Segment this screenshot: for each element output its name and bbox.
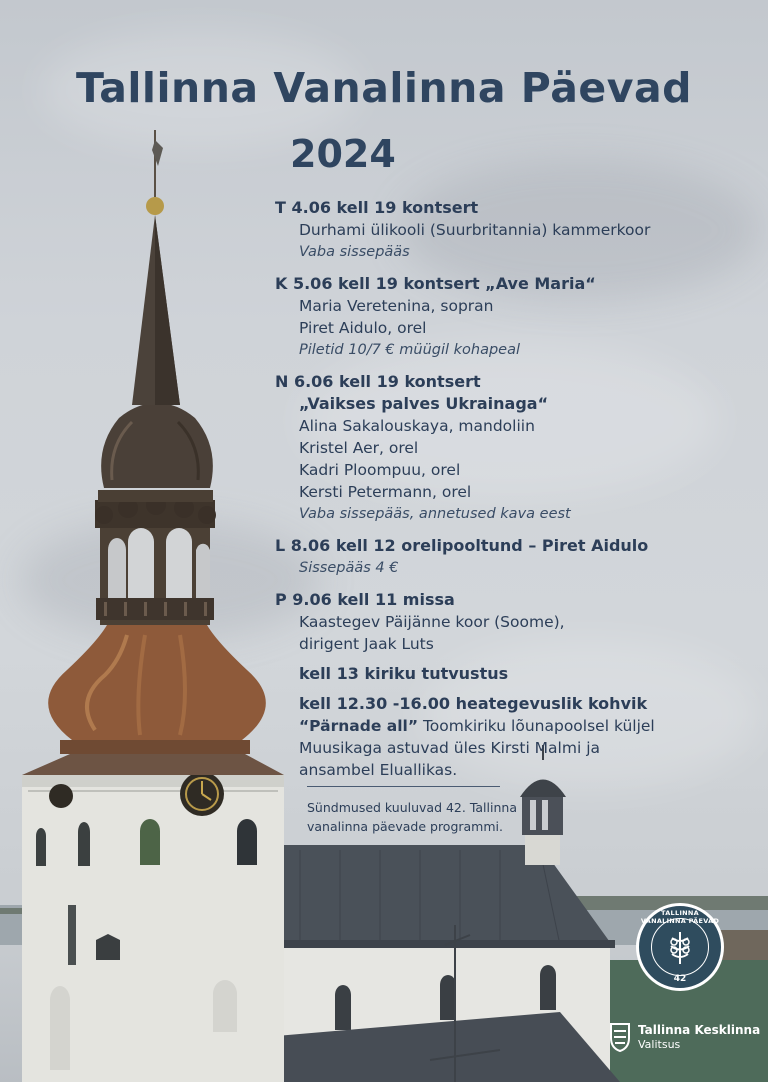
event-4 <box>275 535 745 579</box>
event-detail: Kristel Aer, orel <box>299 439 419 457</box>
event-note: Vaba sissepääs <box>299 244 410 260</box>
event-5 <box>275 589 745 655</box>
event-detail: Kaastegev Päijänne koor (Soome), <box>299 613 565 631</box>
event-detail: Kadri Ploompuu, orel <box>299 461 461 479</box>
poster-year: 2024 <box>290 132 396 176</box>
event-detail: Maria Veretenina, sopran <box>299 297 494 315</box>
event-tour <box>275 663 745 685</box>
seal-number: 42 <box>673 974 687 984</box>
city-name: Tallinna Kesklinna <box>638 1023 761 1037</box>
divider <box>307 786 500 787</box>
event-detail: Piret Aidulo, orel <box>299 319 427 337</box>
event-detail: Durhami ülikooli (Suurbritannia) kammerkoor <box>299 221 651 239</box>
coat-of-arms-icon <box>610 1022 630 1052</box>
event-heading: P 9.06 kell 11 missa <box>275 590 455 609</box>
event-heading: kell 12.30 -16.00 heategevuslik kohvik <box>299 694 648 713</box>
event-detail: Alina Sakalouskaya, mandoliin <box>299 417 535 435</box>
city-subtitle: Valitsus <box>638 1038 681 1051</box>
tree-ornament-icon <box>667 930 693 966</box>
event-3 <box>275 371 745 525</box>
event-detail: ansambel Eluallikas. <box>299 761 458 779</box>
cafe-location: Toomkiriku lõunapoolsel küljel <box>418 717 655 735</box>
cafe-name: “Pärnade all” <box>299 717 419 735</box>
event-cafe <box>275 693 745 781</box>
event-detail <box>275 715 745 737</box>
event-detail: dirigent Jaak Luts <box>299 635 434 653</box>
event-subheading: „Vaikses palves Ukrainaga“ <box>299 394 549 413</box>
event-note: Sissepääs 4 € <box>299 560 399 576</box>
event-heading: L 8.06 kell 12 orelipooltund – Piret Aidulo <box>275 536 649 555</box>
event-heading: T 4.06 kell 19 kontsert <box>275 198 479 217</box>
event-heading: kell 13 kiriku tutvustus <box>299 664 509 683</box>
event-detail: Muusikaga astuvad üles Kirsti Malmi ja <box>299 739 600 757</box>
festival-seal-logo <box>636 903 724 991</box>
city-government-logo <box>610 1022 760 1056</box>
event-detail: Kersti Petermann, orel <box>299 483 472 501</box>
event-1 <box>275 197 745 263</box>
event-heading: K 5.06 kell 19 kontsert „Ave Maria“ <box>275 274 596 293</box>
event-heading: N 6.06 kell 19 kontsert <box>275 372 481 391</box>
footnote: Sündmused kuuluvad 42. Tallinna vanalinna päevade programmi. <box>307 800 517 834</box>
seal-text: TALLINNA VANALINNA PÄEVAD <box>640 909 720 925</box>
event-2 <box>275 273 745 361</box>
event-program <box>275 197 745 791</box>
poster-title: Tallinna Vanalinna Päevad <box>76 64 692 112</box>
event-note: Piletid 10/7 € müügil kohapeal <box>299 342 521 358</box>
event-note: Vaba sissepääs, annetused kava eest <box>299 506 571 522</box>
